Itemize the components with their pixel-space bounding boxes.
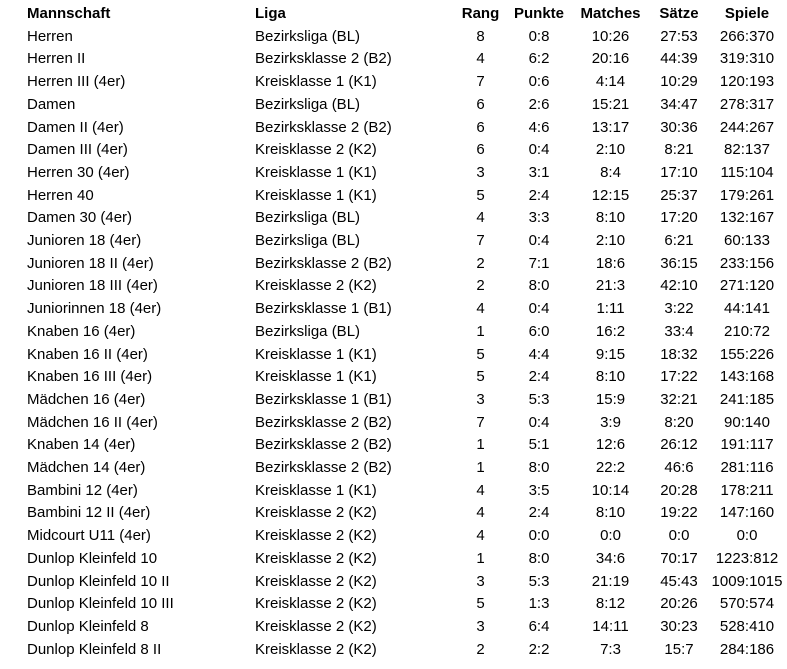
cell-rang: 6 [476, 95, 485, 113]
cell-saetze: 26:12 [660, 436, 698, 454]
cell-matches: 22:2 [595, 459, 626, 477]
cell-punkte: 0:0 [528, 527, 550, 545]
cell-punkte: 2:4 [528, 504, 550, 522]
cell-saetze: 20:28 [660, 481, 698, 499]
cell-saetze: 8:21 [664, 141, 694, 159]
cell-punkte: 5:3 [528, 390, 550, 408]
table-row [27, 71, 785, 94]
table-row [27, 207, 785, 230]
cell-spiele: 210:72 [724, 322, 770, 340]
cell-punkte: 8:0 [528, 459, 550, 477]
cell-matches: 0:0 [600, 527, 621, 545]
cell-matches: 16:2 [595, 322, 626, 340]
cell-punkte: 6:4 [528, 617, 550, 635]
cell-saetze: 27:53 [660, 27, 698, 45]
cell-spiele: 132:167 [719, 209, 775, 227]
cell-rang: 5 [476, 595, 485, 613]
cell-matches: 34:6 [595, 549, 626, 567]
cell-liga: Kreisklasse 2 (K2) [255, 141, 377, 159]
cell-liga: Bezirksklasse 1 (B1) [255, 390, 392, 408]
cell-team: Damen [27, 95, 76, 113]
cell-matches: 10:26 [591, 27, 630, 45]
cell-liga: Kreisklasse 2 (K2) [255, 527, 377, 545]
header-saetze: Sätze [659, 5, 699, 22]
cell-spiele: 244:267 [719, 118, 775, 136]
cell-matches: 20:16 [591, 50, 630, 68]
cell-team: Juniorinnen 18 (4er) [27, 300, 162, 318]
cell-saetze: 33:4 [664, 322, 694, 340]
cell-team: Damen 30 (4er) [27, 209, 133, 227]
cell-spiele: 155:226 [719, 345, 775, 363]
table-row [27, 321, 785, 344]
cell-matches: 21:3 [595, 277, 626, 295]
cell-spiele: 281:116 [720, 459, 774, 477]
cell-rang: 1 [476, 459, 485, 477]
cell-rang: 5 [476, 345, 485, 363]
cell-spiele: 82:137 [724, 141, 770, 159]
cell-spiele: 1223:812 [715, 549, 779, 567]
cell-liga: Bezirksliga (BL) [255, 322, 361, 340]
cell-punkte: 6:2 [528, 50, 550, 68]
table-row [27, 548, 785, 571]
cell-spiele: 233:156 [719, 254, 775, 272]
cell-spiele: 178:211 [720, 481, 774, 499]
table-row [27, 253, 785, 276]
cell-rang: 4 [476, 209, 485, 227]
cell-spiele: 143:168 [719, 368, 775, 386]
table-row [27, 185, 785, 208]
cell-team: Herren [27, 27, 73, 45]
cell-liga: Kreisklasse 1 (K1) [255, 163, 377, 181]
cell-rang: 1 [476, 549, 485, 567]
cell-spiele: 284:186 [719, 640, 775, 658]
cell-saetze: 17:10 [660, 163, 698, 181]
cell-liga: Kreisklasse 2 (K2) [255, 504, 377, 522]
cell-punkte: 7:1 [528, 254, 550, 272]
cell-liga: Bezirksliga (BL) [255, 209, 361, 227]
cell-team: Damen II (4er) [27, 118, 124, 136]
cell-rang: 5 [476, 368, 485, 386]
cell-saetze: 10:29 [660, 73, 698, 91]
cell-liga: Bezirksklasse 1 (B1) [255, 300, 392, 318]
cell-matches: 3:9 [600, 413, 621, 431]
cell-rang: 6 [476, 141, 485, 159]
header-team: Mannschaft [27, 5, 111, 22]
table-row [27, 344, 785, 367]
cell-saetze: 17:22 [660, 368, 698, 386]
header-spiele: Spiele [724, 5, 770, 22]
table-row [27, 230, 785, 253]
cell-punkte: 2:4 [528, 186, 550, 204]
cell-matches: 4:14 [595, 73, 626, 91]
table-row [27, 162, 785, 185]
cell-rang: 7 [476, 73, 485, 91]
header-punkte: Punkte [513, 5, 564, 22]
cell-matches: 15:21 [591, 95, 630, 113]
cell-team: Dunlop Kleinfeld 10 II [27, 572, 170, 590]
cell-rang: 7 [476, 413, 485, 431]
table-row [27, 139, 785, 162]
cell-rang: 5 [476, 186, 485, 204]
cell-matches: 12:6 [595, 436, 626, 454]
cell-spiele: 115:104 [720, 163, 774, 181]
cell-rang: 2 [476, 277, 485, 295]
cell-matches: 10:14 [591, 481, 630, 499]
cell-rang: 2 [476, 254, 485, 272]
cell-matches: 21:19 [591, 572, 630, 590]
cell-liga: Kreisklasse 1 (K1) [255, 345, 377, 363]
cell-liga: Kreisklasse 1 (K1) [255, 73, 377, 91]
cell-team: Dunlop Kleinfeld 8 [27, 617, 149, 635]
table-row [27, 26, 785, 49]
cell-spiele: 44:141 [724, 300, 770, 318]
cell-rang: 4 [476, 527, 485, 545]
cell-punkte: 3:3 [528, 209, 550, 227]
table-row [27, 48, 785, 71]
table-row [27, 298, 785, 321]
cell-punkte: 0:4 [528, 413, 550, 431]
cell-saetze: 15:7 [664, 640, 694, 658]
table-row [27, 525, 785, 548]
cell-team: Herren III (4er) [27, 73, 126, 91]
cell-team: Damen III (4er) [27, 141, 128, 159]
cell-matches: 8:4 [600, 163, 621, 181]
cell-saetze: 18:32 [660, 345, 698, 363]
cell-liga: Kreisklasse 2 (K2) [255, 549, 377, 567]
cell-rang: 7 [476, 232, 485, 250]
cell-rang: 6 [476, 118, 485, 136]
cell-matches: 14:11 [592, 617, 629, 635]
cell-liga: Bezirksliga (BL) [255, 27, 361, 45]
cell-liga: Bezirksklasse 2 (B2) [255, 413, 392, 431]
cell-team: Knaben 16 II (4er) [27, 345, 148, 363]
cell-saetze: 36:15 [660, 254, 698, 272]
cell-punkte: 0:8 [528, 27, 550, 45]
table-row [27, 366, 785, 389]
cell-punkte: 2:2 [528, 640, 550, 658]
standings-table [27, 3, 785, 661]
cell-spiele: 271:120 [719, 277, 775, 295]
cell-punkte: 2:4 [528, 368, 550, 386]
cell-liga: Bezirksklasse 2 (B2) [255, 436, 392, 454]
cell-rang: 3 [476, 163, 485, 181]
cell-team: Herren II [27, 50, 86, 68]
cell-punkte: 4:6 [528, 118, 550, 136]
cell-liga: Kreisklasse 2 (K2) [255, 277, 377, 295]
cell-saetze: 42:10 [660, 277, 698, 295]
cell-team: Junioren 18 II (4er) [27, 254, 154, 272]
cell-team: Knaben 14 (4er) [27, 436, 136, 454]
cell-matches: 18:6 [595, 254, 626, 272]
cell-punkte: 3:5 [528, 481, 550, 499]
cell-punkte: 0:6 [528, 73, 550, 91]
cell-rang: 4 [476, 504, 485, 522]
cell-team: Mädchen 16 II (4er) [27, 413, 158, 431]
table-row [27, 389, 785, 412]
cell-matches: 9:15 [595, 345, 626, 363]
cell-liga: Kreisklasse 1 (K1) [255, 186, 377, 204]
cell-saetze: 34:47 [660, 95, 698, 113]
header-rang: Rang [461, 5, 500, 22]
cell-rang: 4 [476, 300, 485, 318]
cell-matches: 13:17 [591, 118, 630, 136]
cell-saetze: 8:20 [664, 413, 694, 431]
cell-team: Midcourt U11 (4er) [27, 527, 151, 545]
header-liga: Liga [255, 5, 286, 22]
cell-saetze: 46:6 [664, 459, 694, 477]
cell-team: Junioren 18 III (4er) [27, 277, 158, 295]
cell-liga: Bezirksklasse 2 (B2) [255, 459, 392, 477]
cell-punkte: 8:0 [528, 277, 550, 295]
cell-liga: Kreisklasse 2 (K2) [255, 572, 377, 590]
cell-team: Junioren 18 (4er) [27, 232, 142, 250]
cell-punkte: 3:1 [528, 163, 550, 181]
cell-punkte: 0:4 [528, 141, 550, 159]
cell-rang: 4 [476, 481, 485, 499]
cell-matches: 7:3 [600, 640, 621, 658]
cell-spiele: 319:310 [719, 50, 775, 68]
cell-team: Dunlop Kleinfeld 10 III [27, 595, 174, 613]
cell-spiele: 179:261 [719, 186, 775, 204]
cell-team: Mädchen 16 (4er) [27, 390, 146, 408]
cell-spiele: 191:117 [720, 436, 774, 454]
table-row [27, 94, 785, 117]
cell-matches: 8:10 [595, 209, 626, 227]
cell-rang: 2 [476, 640, 485, 658]
cell-team: Mädchen 14 (4er) [27, 459, 146, 477]
header-matches: Matches [580, 5, 641, 22]
header-row [27, 3, 785, 26]
cell-team: Bambini 12 (4er) [27, 481, 138, 499]
cell-saetze: 3:22 [664, 300, 694, 318]
cell-matches: 12:15 [591, 186, 630, 204]
cell-saetze: 6:21 [664, 232, 694, 250]
cell-spiele: 147:160 [719, 504, 775, 522]
cell-saetze: 45:43 [660, 572, 698, 590]
table-row [27, 412, 785, 435]
cell-saetze: 19:22 [660, 504, 698, 522]
table-row [27, 616, 785, 639]
cell-saetze: 17:20 [660, 209, 698, 227]
cell-team: Herren 30 (4er) [27, 163, 130, 181]
cell-matches: 2:10 [595, 141, 626, 159]
cell-matches: 1:11 [596, 300, 625, 318]
cell-rang: 4 [476, 50, 485, 68]
table-row [27, 275, 785, 298]
cell-liga: Bezirksklasse 2 (B2) [255, 118, 392, 136]
table-row [27, 593, 785, 616]
cell-saetze: 30:23 [660, 617, 698, 635]
cell-rang: 8 [476, 27, 485, 45]
table-row [27, 502, 785, 525]
cell-liga: Kreisklasse 1 (K1) [255, 368, 377, 386]
cell-liga: Bezirksliga (BL) [255, 95, 361, 113]
cell-liga: Kreisklasse 2 (K2) [255, 617, 377, 635]
cell-punkte: 5:3 [528, 572, 550, 590]
cell-spiele: 241:185 [719, 390, 775, 408]
cell-spiele: 266:370 [719, 27, 775, 45]
cell-spiele: 278:317 [719, 95, 775, 113]
cell-rang: 3 [476, 390, 485, 408]
table-row [27, 480, 785, 503]
cell-spiele: 1009:1015 [711, 572, 783, 590]
cell-saetze: 32:21 [660, 390, 698, 408]
cell-spiele: 528:410 [719, 617, 775, 635]
cell-saetze: 30:36 [660, 118, 698, 136]
cell-punkte: 6:0 [528, 322, 550, 340]
cell-liga: Bezirksliga (BL) [255, 232, 361, 250]
cell-rang: 1 [476, 322, 485, 340]
cell-saetze: 44:39 [660, 50, 698, 68]
cell-rang: 3 [476, 572, 485, 590]
cell-matches: 2:10 [595, 232, 626, 250]
cell-team: Herren 40 [27, 186, 94, 204]
cell-saetze: 0:0 [668, 527, 690, 545]
cell-team: Bambini 12 II (4er) [27, 504, 151, 522]
cell-punkte: 0:4 [528, 300, 550, 318]
cell-saetze: 25:37 [660, 186, 698, 204]
table-row [27, 117, 785, 140]
cell-spiele: 120:193 [719, 73, 775, 91]
standings-body [27, 26, 785, 662]
cell-matches: 15:9 [595, 390, 626, 408]
cell-rang: 1 [476, 436, 485, 454]
table-row [27, 639, 785, 662]
cell-punkte: 5:1 [528, 436, 550, 454]
cell-punkte: 8:0 [528, 549, 550, 567]
cell-spiele: 60:133 [724, 232, 770, 250]
cell-spiele: 570:574 [719, 595, 775, 613]
cell-liga: Kreisklasse 1 (K1) [255, 481, 377, 499]
cell-liga: Kreisklasse 2 (K2) [255, 595, 377, 613]
cell-liga: Bezirksklasse 2 (B2) [255, 254, 392, 272]
cell-team: Dunlop Kleinfeld 8 II [27, 640, 162, 658]
cell-team: Knaben 16 (4er) [27, 322, 136, 340]
cell-punkte: 4:4 [528, 345, 550, 363]
cell-rang: 3 [476, 617, 485, 635]
cell-matches: 8:12 [595, 595, 626, 613]
table-row [27, 457, 785, 480]
cell-punkte: 0:4 [528, 232, 550, 250]
cell-saetze: 70:17 [660, 549, 698, 567]
cell-matches: 8:10 [595, 368, 626, 386]
cell-punkte: 1:3 [528, 595, 550, 613]
cell-punkte: 2:6 [528, 95, 550, 113]
cell-spiele: 0:0 [736, 527, 758, 545]
cell-spiele: 90:140 [724, 413, 770, 431]
table-row [27, 434, 785, 457]
cell-team: Dunlop Kleinfeld 10 [27, 549, 158, 567]
cell-saetze: 20:26 [660, 595, 698, 613]
cell-liga: Bezirksklasse 2 (B2) [255, 50, 392, 68]
cell-liga: Kreisklasse 2 (K2) [255, 640, 377, 658]
cell-matches: 8:10 [595, 504, 626, 522]
cell-team: Knaben 16 III (4er) [27, 368, 153, 386]
table-row [27, 571, 785, 594]
